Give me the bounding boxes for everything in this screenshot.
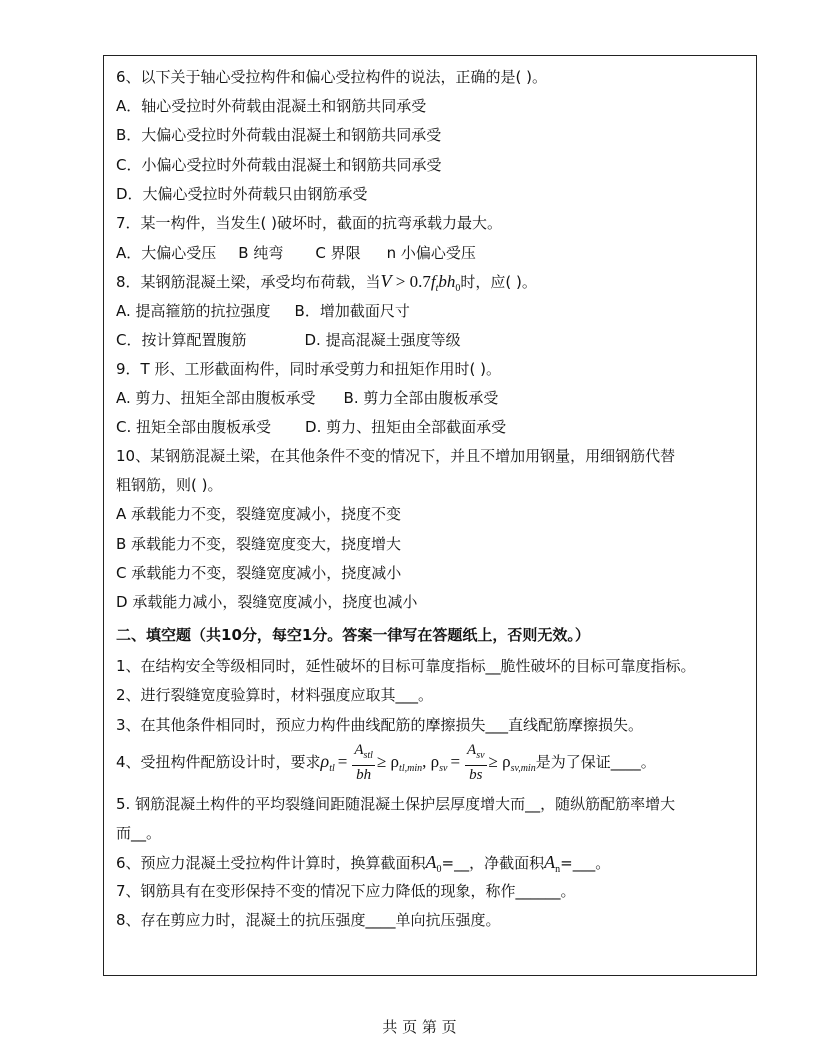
math-an-sub: n bbox=[555, 864, 561, 875]
question-7-option-a: A．大偏心受压 bbox=[116, 244, 217, 262]
fill-question-2: 2、进行裂缝宽度验算时，材料强度应取其___。 bbox=[116, 686, 434, 704]
question-10-line-1: 10、某钢筋混凝土梁，在其他条件不变的情况下，并且不增加用钢量，用细钢筋代替 bbox=[116, 447, 676, 465]
fill-question-6-mid: =__，净截面积 bbox=[441, 854, 545, 872]
question-6-option-c: C．小偏心受拉时外荷载由混凝土和钢筋共同承受 bbox=[116, 156, 442, 174]
question-7-options bbox=[116, 243, 476, 263]
question-8-options-cd bbox=[116, 330, 461, 350]
question-10-option-a: A 承载能力不变，裂缝宽度减小，挠度不变 bbox=[116, 505, 402, 523]
math-a0-sub: 0 bbox=[436, 864, 442, 875]
math-a-sv: A bbox=[467, 742, 477, 758]
question-9-option-a: A. 剪力、扭矩全部由腹板承受 bbox=[116, 389, 316, 407]
question-10-option-d: D 承载能力减小，裂缝宽度减小，挠度也减小 bbox=[116, 593, 418, 611]
question-9-options-cd bbox=[116, 417, 506, 437]
fill-question-6-tail: =___。 bbox=[560, 854, 611, 872]
question-7-option-d: n 小偏心受压 bbox=[386, 244, 476, 262]
fill-question-6 bbox=[116, 852, 610, 880]
math-tlmin-sub: tl,min bbox=[399, 763, 423, 774]
math-bh: bh bbox=[438, 272, 456, 291]
math-an: A bbox=[544, 852, 556, 872]
fill-question-7: 7、钢筋具有在变形保持不变的情况下应力降低的现象，称作______。 bbox=[116, 882, 576, 900]
question-6-option-d: D．大偏心受拉时外荷载只由钢筋承受 bbox=[116, 185, 368, 203]
math-v: V bbox=[380, 271, 392, 291]
question-6: 6、以下关于轴心受拉构件和偏心受拉构件的说法，正确的是( )。 bbox=[116, 68, 548, 86]
math-a0: A bbox=[425, 852, 437, 872]
question-8-option-a: A. 提高箍筋的抗拉强度 bbox=[116, 302, 271, 320]
math-a-stl: A bbox=[354, 742, 364, 758]
math-fraction-2 bbox=[465, 741, 487, 784]
question-9: 9．T 形、工形截面构件，同时承受剪力和扭矩作用时( )。 bbox=[116, 360, 501, 378]
question-6-option-a: A．轴心受拉时外荷载由混凝土和钢筋共同承受 bbox=[116, 97, 427, 115]
page-footer: 共 页 第 页 bbox=[382, 1018, 457, 1036]
math-rho-tl: ρ bbox=[320, 751, 330, 771]
math-f: f bbox=[430, 272, 436, 291]
math-0-sub: 0 bbox=[455, 283, 461, 294]
question-8-option-c: C．按计算配置腹筋 bbox=[116, 331, 247, 349]
math-equals-2: = bbox=[450, 752, 461, 771]
question-8-tail: 时，应( )。 bbox=[460, 273, 537, 291]
section-heading-fill-blank: 二、填空题（共10分，每空1分。答案一律写在答题纸上，否则无效。） bbox=[116, 626, 590, 644]
question-8-option-b: B．增加截面尺寸 bbox=[294, 302, 410, 320]
math-stl-sub: stl bbox=[363, 750, 373, 761]
question-9-option-d: D. 剪力、扭矩由全部截面承受 bbox=[305, 418, 507, 436]
fill-question-4 bbox=[116, 741, 656, 788]
math-svmin-sub: sv,min bbox=[510, 763, 536, 774]
math-bh-den: bh bbox=[356, 767, 372, 783]
math-ge-rho-1: ≥ ρ bbox=[376, 752, 400, 771]
math-bs-den: bs bbox=[469, 767, 483, 783]
math-equals-1: = bbox=[337, 752, 348, 771]
question-10-option-c: C 承载能力不变，裂缝宽度减小，挠度减小 bbox=[116, 564, 402, 582]
question-8-text: 8．某钢筋混凝土梁，承受均布荷载，当 bbox=[116, 273, 381, 291]
fill-question-4-text: 4、受扭构件配筋设计时，要求 bbox=[116, 753, 321, 771]
fill-question-3: 3、在其他条件相同时，预应力构件曲线配筋的摩擦损失___直线配筋摩擦损失。 bbox=[116, 716, 644, 734]
question-7-option-c: C 界限 bbox=[315, 244, 361, 262]
fill-question-5-line-1: 5. 钢筋混凝土构件的平均裂缝间距随混凝土保护层厚度增大而__，随纵筋配筋率增大 bbox=[116, 795, 676, 813]
fill-question-1: 1、在结构安全等级相同时，延性破坏的目标可靠度指标__脆性破坏的目标可靠度指标。 bbox=[116, 657, 696, 675]
question-8-options-ab bbox=[116, 301, 410, 321]
fill-question-5-line-2: 而__。 bbox=[116, 824, 162, 842]
fill-question-4-tail: 是为了保证____。 bbox=[535, 753, 656, 771]
question-10-option-b: B 承载能力不变，裂缝宽度变大，挠度增大 bbox=[116, 535, 402, 553]
question-6-option-b: B．大偏心受拉时外荷载由混凝土和钢筋共同承受 bbox=[116, 126, 442, 144]
question-7: 7．某一构件，当发生( )破坏时，截面的抗弯承载力最大。 bbox=[116, 214, 503, 232]
question-8 bbox=[116, 271, 537, 299]
question-7-option-b: B 纯弯 bbox=[238, 244, 284, 262]
math-fraction-1 bbox=[352, 741, 375, 784]
fill-question-8: 8、存在剪应力时，混凝土的抗压强度____单向抗压强度。 bbox=[116, 911, 501, 929]
question-9-option-c: C. 扭矩全部由腹板承受 bbox=[116, 418, 272, 436]
question-10-line-2: 粗钢筋，则( )。 bbox=[116, 476, 223, 494]
question-8-option-d: D. 提高混凝土强度等级 bbox=[304, 331, 461, 349]
math-comma-rho: , ρ bbox=[422, 752, 440, 771]
math-ge-rho-2: ≥ ρ bbox=[488, 752, 511, 771]
question-9-option-b: B. 剪力全部由腹板承受 bbox=[343, 389, 499, 407]
math-gt: > 0.7 bbox=[391, 272, 431, 291]
math-tl-sub: tl bbox=[329, 763, 335, 774]
fill-question-6-text: 6、预应力混凝土受拉构件计算时，换算截面积 bbox=[116, 854, 426, 872]
question-9-options-ab bbox=[116, 388, 498, 408]
math-t-sub: t bbox=[435, 283, 439, 294]
math-sv-sub: sv bbox=[439, 763, 448, 774]
math-sv-num-sub: sv bbox=[476, 750, 485, 761]
